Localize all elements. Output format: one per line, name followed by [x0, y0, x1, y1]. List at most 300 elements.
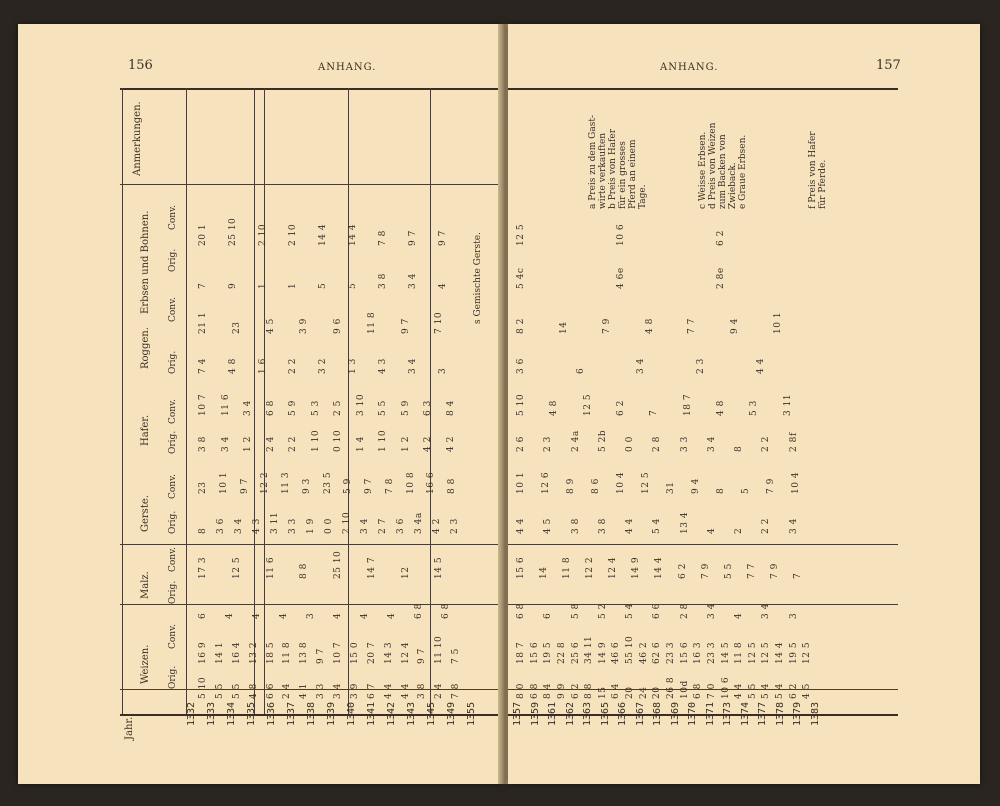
table-cell: 8 6 [591, 478, 601, 494]
table-cell: 4 4 [756, 358, 766, 374]
table-cell: 2 4 [434, 683, 445, 699]
table-cell: 5 10 [198, 676, 208, 699]
table-cell: 8 [734, 445, 745, 452]
header-roggen: Roggen. [140, 327, 151, 369]
table-cell: 5 [348, 282, 358, 289]
table-cell: 8 2 [516, 318, 526, 334]
table-cell: 46 6 [611, 641, 622, 664]
table-cell: 3 6 [216, 518, 226, 534]
table-cell: 5 5 [378, 400, 388, 416]
table-cell: 10 8 [405, 471, 416, 494]
year-label: 1349 [446, 701, 457, 726]
table-cell: 6 2 [788, 683, 799, 699]
table-cell: 7 9 [601, 318, 612, 334]
table-cell: 2 6 [516, 436, 526, 452]
table-cell: 4 8 [228, 358, 238, 374]
table-cell: 3 10 [355, 393, 366, 416]
year-label: 1345 [426, 701, 437, 726]
table-cell: 1 [288, 282, 298, 289]
footnote-line: wirte verkauften [598, 132, 608, 209]
table-cell: 3 4 [408, 358, 418, 374]
table-cell: 4 4 [383, 683, 394, 699]
sub-orig-hafer: Orig. [168, 430, 178, 454]
table-cell: 3 9 [299, 318, 310, 334]
table-cell: 4 8 [248, 683, 259, 699]
table-cell: 12 5 [641, 471, 651, 494]
year-label: 1355 [466, 701, 477, 726]
sub-orig-erbsen: Orig. [168, 248, 178, 272]
table-cell: 4 5 [802, 683, 813, 699]
table-cell: 20 [652, 686, 663, 699]
table-cell: 14 3 [383, 641, 394, 664]
year-label: 1339 [326, 701, 337, 726]
table-cell: 6 2 [570, 683, 581, 699]
footnote-line: f Preis von Hafer [808, 131, 818, 209]
table-cell: 8 0 [516, 683, 526, 699]
table-cell: 2 2 [761, 436, 772, 452]
table-cell: 3 4 [788, 518, 799, 534]
table-cell: 14 5 [434, 556, 445, 579]
table-cell: 5 5 [214, 683, 225, 699]
table-cell: 3 4 [706, 436, 717, 452]
year-label: 1377 [757, 701, 768, 726]
table-cell: 5 9 [400, 400, 411, 416]
table-cell: 8 9 [566, 478, 576, 494]
table-cell: 2 8f [788, 432, 799, 452]
table-cell: 1 2 [400, 436, 411, 452]
table-cell: 18 5 [265, 641, 276, 664]
table-cell: 11 8 [366, 311, 377, 334]
sub-orig-malz: Orig. [168, 580, 178, 604]
table-cell: 0 0 [625, 436, 636, 452]
table-cell: 11 10 [434, 635, 445, 664]
table-cell: 3 4 [234, 518, 244, 534]
table-cell: 12 5 [231, 556, 242, 579]
table-cell: 7 [792, 572, 803, 579]
table-cell: 2 2 [761, 518, 772, 534]
right-page [508, 24, 980, 784]
table-cell: 8 4 [543, 683, 554, 699]
table-cell: 2 [734, 527, 745, 534]
year-label: 1368 [652, 701, 663, 726]
year-label: 1359 [529, 701, 541, 726]
table-cell: 0 10 [333, 429, 343, 452]
table-cell: 13 4 [679, 511, 690, 534]
sub-conv-gerste: Conv. [168, 474, 178, 499]
table-cell: 4 [225, 612, 235, 619]
table-cell: 15 6 [529, 641, 540, 664]
table-cell: 2 4 [265, 436, 276, 452]
table-cell: 3 9 [349, 683, 360, 699]
table-cell: 9 7 [417, 648, 428, 664]
table-cell: 7 9 [769, 563, 780, 579]
table-cell: 7 9 [766, 478, 776, 494]
table-cell: 20 7 [366, 641, 377, 664]
table-cell: 2 10 [342, 511, 352, 534]
table-cell: 5 9 [288, 400, 298, 416]
table-cell: 14 [539, 566, 550, 579]
table-cell: 21 1 [198, 311, 208, 334]
table-cell: 4 4 [734, 683, 745, 699]
table-cell: 14 9 [631, 556, 642, 579]
table-cell: 3 [438, 367, 448, 374]
table-cell: 9 9 [556, 683, 567, 699]
table-cell: 4 1 [299, 683, 310, 699]
table-cell: 10 7 [333, 641, 343, 664]
table-cell: 5 5 [747, 683, 758, 699]
table-cell: 5 4 [652, 518, 663, 534]
table-cell: 4 [333, 612, 343, 619]
year-label: 1383 [809, 701, 821, 726]
running-head: ANHANG. [318, 62, 377, 73]
sub-orig-roggen: Orig. [168, 350, 178, 374]
orig-conv-rule [508, 604, 898, 605]
footnote-line: für ein grosses [618, 141, 628, 209]
table-cell: 14 4 [654, 556, 665, 579]
table-cell: 3 4 [360, 518, 370, 534]
table-cell: 4 [279, 612, 289, 619]
subheader-rule [120, 544, 500, 545]
year-label: 1373 [722, 701, 733, 726]
table-cell: 5 8 [570, 603, 581, 619]
table-cell: 1 10 [310, 429, 321, 452]
table-cell: 11 6 [220, 393, 231, 416]
table-cell: 4 8 [549, 400, 560, 416]
table-cell: 7 10 [434, 311, 445, 334]
table-cell: 12 [400, 566, 411, 579]
table-cell: 5 10 [516, 393, 526, 416]
header-malz: Malz. [140, 571, 151, 599]
table-cell: 12 5 [802, 641, 813, 664]
table-cell: 7 7 [687, 318, 698, 334]
table-cell: 14 4 [775, 641, 786, 664]
table-cell: 8 8 [584, 683, 595, 699]
header-anmerkungen: Anmerkungen. [132, 101, 143, 176]
header-gerste: Gerste. [140, 495, 151, 532]
table-cell: 2 3 [543, 436, 554, 452]
table-cell: 23 [198, 481, 208, 494]
table-cell: 16 4 [231, 641, 242, 664]
table-cell: 20 1 [198, 223, 208, 246]
table-cell: 25 10 [333, 550, 343, 579]
table-cell: 14 1 [214, 641, 225, 664]
year-label: 1336 [266, 701, 277, 726]
table-cell: 23 [231, 321, 242, 334]
header-erbsen: Erbsen und Bohnen. [140, 210, 151, 314]
table-cell: 4 [734, 612, 745, 619]
page-number: 156 [128, 58, 153, 73]
table-cell: 15 6 [679, 641, 690, 664]
table-cell: 6 3 [423, 400, 433, 416]
table-cell: 3 4a [414, 512, 424, 534]
table-cell: 12 6 [541, 471, 551, 494]
table-cell: 12 4 [608, 556, 619, 579]
table-cell: 18 7 [516, 641, 526, 664]
table-cell: 15 [597, 686, 608, 699]
table-cell: 4 2 [423, 436, 433, 452]
table-cell: 2 8 [679, 603, 690, 619]
table-cell: 7 7 [746, 563, 757, 579]
table-cell: 5 3 [310, 400, 321, 416]
table-cell: 5 2 [597, 603, 608, 619]
table-cell: 19 5 [543, 641, 554, 664]
table-cell: 2 4 [282, 683, 293, 699]
table-cell: 1 10 [378, 429, 388, 452]
footnote-line: zum Backen von [718, 134, 728, 209]
year-label: 1332 [186, 701, 197, 726]
page-number: 157 [876, 58, 901, 73]
table-cell: 10 1 [218, 471, 229, 494]
table-cell: 3 4 [706, 603, 717, 619]
table-cell: 11 3 [281, 471, 292, 494]
subheader-rule [508, 544, 898, 545]
footnote-line: e Graue Erbsen. [738, 134, 748, 209]
table-cell: 9 7 [408, 230, 418, 246]
table-cell: 5 4 [775, 683, 786, 699]
table-cell: 3 11 [270, 511, 280, 534]
table-cell: 6 8 [265, 400, 276, 416]
footnote-line: Zwieback. [728, 162, 738, 209]
year-label: 1357 [512, 701, 523, 726]
table-cell: 3 8 [570, 518, 581, 534]
table-cell: 8 8 [447, 478, 458, 494]
table-cell: 11 6 [265, 556, 276, 579]
footnote-line: Tage. [638, 184, 648, 209]
table-cell: 3 2 [318, 358, 328, 374]
table-cell: 6 8 [516, 603, 526, 619]
table-cell: 7 9 [700, 563, 711, 579]
footnote-line: b Preis von Hafer [608, 129, 618, 209]
table-cell: 4 2 [445, 436, 456, 452]
footnote-line: a Preis zu dem Gast- [588, 115, 598, 209]
table-cell: 12 4 [400, 641, 411, 664]
table-cell: 7 [198, 282, 208, 289]
year-label: 1362 [564, 701, 576, 726]
note-gemischte-gerste: s Gemischte Gerste. [473, 232, 483, 324]
table-top-rule [120, 88, 500, 90]
table-cell: 2 8 [652, 436, 663, 452]
table-cell: 2 2 [288, 436, 298, 452]
table-cell: 23 5 [322, 471, 333, 494]
table-cell: 12 2 [585, 556, 596, 579]
table-cell: 3 6 [396, 518, 406, 534]
table-cell: 1 9 [306, 518, 316, 534]
sub-conv-malz: Conv. [168, 547, 178, 572]
year-label: 1337 [286, 701, 297, 726]
table-cell: 3 4 [220, 436, 231, 452]
table-cell: 12 2 [260, 471, 271, 494]
col-rule-roggen [254, 88, 255, 714]
table-cell: 10 1 [773, 311, 784, 334]
table-cell: 6 [543, 612, 554, 619]
year-label: 1363 [582, 701, 593, 726]
table-cell: 4 2 [432, 518, 442, 534]
table-cell: 13 8 [299, 641, 310, 664]
table-cell: 3 [788, 612, 799, 619]
table-cell: 6 8 [414, 603, 424, 619]
table-cell: 23 3 [706, 641, 717, 664]
table-cell: 17 3 [198, 556, 208, 579]
table-cell: 34 11 [584, 635, 595, 664]
footnote-line: Pferd an einem [628, 139, 638, 209]
table-cell: 3 [306, 612, 316, 619]
table-cell: 1 [258, 282, 268, 289]
table-cell: 3 3 [316, 683, 327, 699]
table-cell: 6 2 [677, 563, 688, 579]
year-label: 1369 [669, 701, 681, 726]
table-cell: 6 2 [616, 400, 626, 416]
year-label: 1334 [226, 701, 237, 726]
table-cell: 5 4c [516, 267, 526, 289]
table-cell: 9 4 [691, 478, 701, 494]
sub-orig-weizen: Orig. [168, 665, 178, 689]
table-cell: 9 7 [316, 648, 327, 664]
table-cell: 16 3 [693, 641, 704, 664]
table-cell: 4 4 [516, 518, 526, 534]
table-cell: 4 3 [252, 518, 262, 534]
header-jahr: Jahr. [124, 716, 135, 740]
sub-orig-gerste: Orig. [168, 510, 178, 534]
table-cell: 6 8 [529, 683, 540, 699]
table-cell: 8 4 [445, 400, 456, 416]
table-cell: 10 4 [791, 471, 801, 494]
table-cell: 3 8 [417, 683, 428, 699]
table-cell: 2 3 [696, 358, 706, 374]
table-cell: 4 5 [265, 318, 276, 334]
table-cell: 3 4 [636, 358, 646, 374]
table-cell: 14 [558, 321, 569, 334]
table-cell: 10 6 [616, 223, 626, 246]
table-cell: 14 7 [366, 556, 377, 579]
table-cell: 22 8 [556, 641, 567, 664]
table-cell: 1 3 [348, 358, 358, 374]
header-hafer: Hafer. [140, 414, 151, 446]
year-label: 1340 [346, 701, 357, 726]
table-cell: 31 [666, 481, 676, 494]
year-label: 1361 [547, 701, 558, 726]
year-label: 1338 [306, 701, 317, 726]
table-cell: 25 10 [228, 217, 238, 246]
table-cell: 7 5 [451, 648, 462, 664]
table-cell: 7 8 [384, 478, 395, 494]
table-cell: 3 4 [408, 273, 418, 289]
table-cell: 3 3 [288, 518, 298, 534]
table-cell: 6 8 [693, 683, 704, 699]
table-cell: 4 8 [644, 318, 655, 334]
sub-conv-roggen: Conv. [168, 297, 178, 322]
year-label: 1378 [774, 701, 786, 726]
table-cell: 2 10 [258, 223, 268, 246]
table-cell: 2 10 [288, 223, 298, 246]
table-cell: 8 8 [299, 563, 310, 579]
sub-conv-weizen: Conv. [168, 624, 178, 649]
year-label: 1342 [386, 701, 397, 726]
table-cell: 5 4 [625, 603, 636, 619]
table-cell: 9 3 [301, 478, 312, 494]
table-cell: 11 8 [562, 556, 573, 579]
table-left-rule [122, 88, 123, 714]
table-cell: 3 3 [679, 436, 690, 452]
year-label: 1343 [406, 701, 417, 726]
table-cell: 13 2 [248, 641, 259, 664]
table-cell: 2 2 [288, 358, 298, 374]
table-cell: 10 4 [616, 471, 626, 494]
table-cell: 7 8 [451, 683, 462, 699]
table-cell: 62 6 [652, 641, 663, 664]
sub-conv-erbsen: Conv. [168, 205, 178, 230]
table-cell: 4 [438, 282, 448, 289]
table-cell: 4 4 [625, 518, 636, 534]
footnote-line: c Weisse Erbsen. [698, 131, 708, 209]
header-weizen: Weizen. [140, 644, 151, 684]
table-cell: 7 [649, 409, 660, 416]
year-label: 1370 [687, 701, 698, 726]
table-cell: 2 8e [716, 267, 726, 289]
table-cell: 6 [198, 612, 208, 619]
table-cell: 7 0 [706, 683, 717, 699]
table-cell: 9 4 [730, 318, 741, 334]
table-cell: 4 [360, 612, 370, 619]
table-cell: 14 5 [720, 641, 731, 664]
table-cell: 3 8 [597, 518, 608, 534]
table-cell: 2 7 [378, 518, 388, 534]
table-cell: 4 8 [716, 400, 726, 416]
table-cell: 6 [576, 367, 586, 374]
year-label: 1379 [792, 701, 803, 726]
table-cell: 18 7 [682, 393, 693, 416]
table-cell: 3 6 [516, 358, 526, 374]
table-cell: 1 4 [355, 436, 366, 452]
year-label: 1367 [634, 701, 646, 726]
table-cell: 16 6 [426, 471, 437, 494]
table-cell: 11 8 [734, 641, 745, 664]
table-cell: 9 7 [400, 318, 411, 334]
table-cell: 2 4a [570, 430, 581, 452]
table-cell: 6 6 [652, 603, 663, 619]
footnote-line: für Pferde. [818, 159, 828, 209]
table-cell: 25 6 [570, 641, 581, 664]
footnote-line: d Preis von Weizen [708, 122, 718, 209]
table-cell: 24 [638, 686, 649, 699]
table-cell: 2 5 [333, 400, 343, 416]
table-cell: 6 7 [366, 683, 377, 699]
table-cell: 5 5 [723, 563, 734, 579]
year-label: 1366 [617, 701, 628, 726]
table-cell: 15 6 [516, 556, 526, 579]
table-cell: 10 6 [720, 676, 731, 699]
table-cell: 3 8 [198, 436, 208, 452]
table-cell: 3 11 [782, 393, 793, 416]
table-cell: 4 4 [400, 683, 411, 699]
table-cell: 12 5 [747, 641, 758, 664]
table-cell: 23 3 [666, 641, 676, 664]
col-rule-gerste [348, 88, 349, 714]
table-cell: 9 [228, 282, 238, 289]
table-cell: 1 2 [243, 436, 253, 452]
table-cell: 6 8 [441, 603, 451, 619]
table-cell: 11 8 [282, 641, 293, 664]
table-cell: 5 5 [231, 683, 242, 699]
table-cell: 0 0 [324, 518, 334, 534]
table-cell: 7 8 [378, 230, 388, 246]
table-cell: 3 4 [333, 683, 343, 699]
running-head: ANHANG. [660, 62, 719, 73]
table-cell: 12 5 [516, 223, 526, 246]
table-cell: 4 [252, 612, 262, 619]
year-label: 1374 [739, 701, 751, 726]
table-cell: 10d [679, 680, 690, 699]
table-cell: 4 [387, 612, 397, 619]
